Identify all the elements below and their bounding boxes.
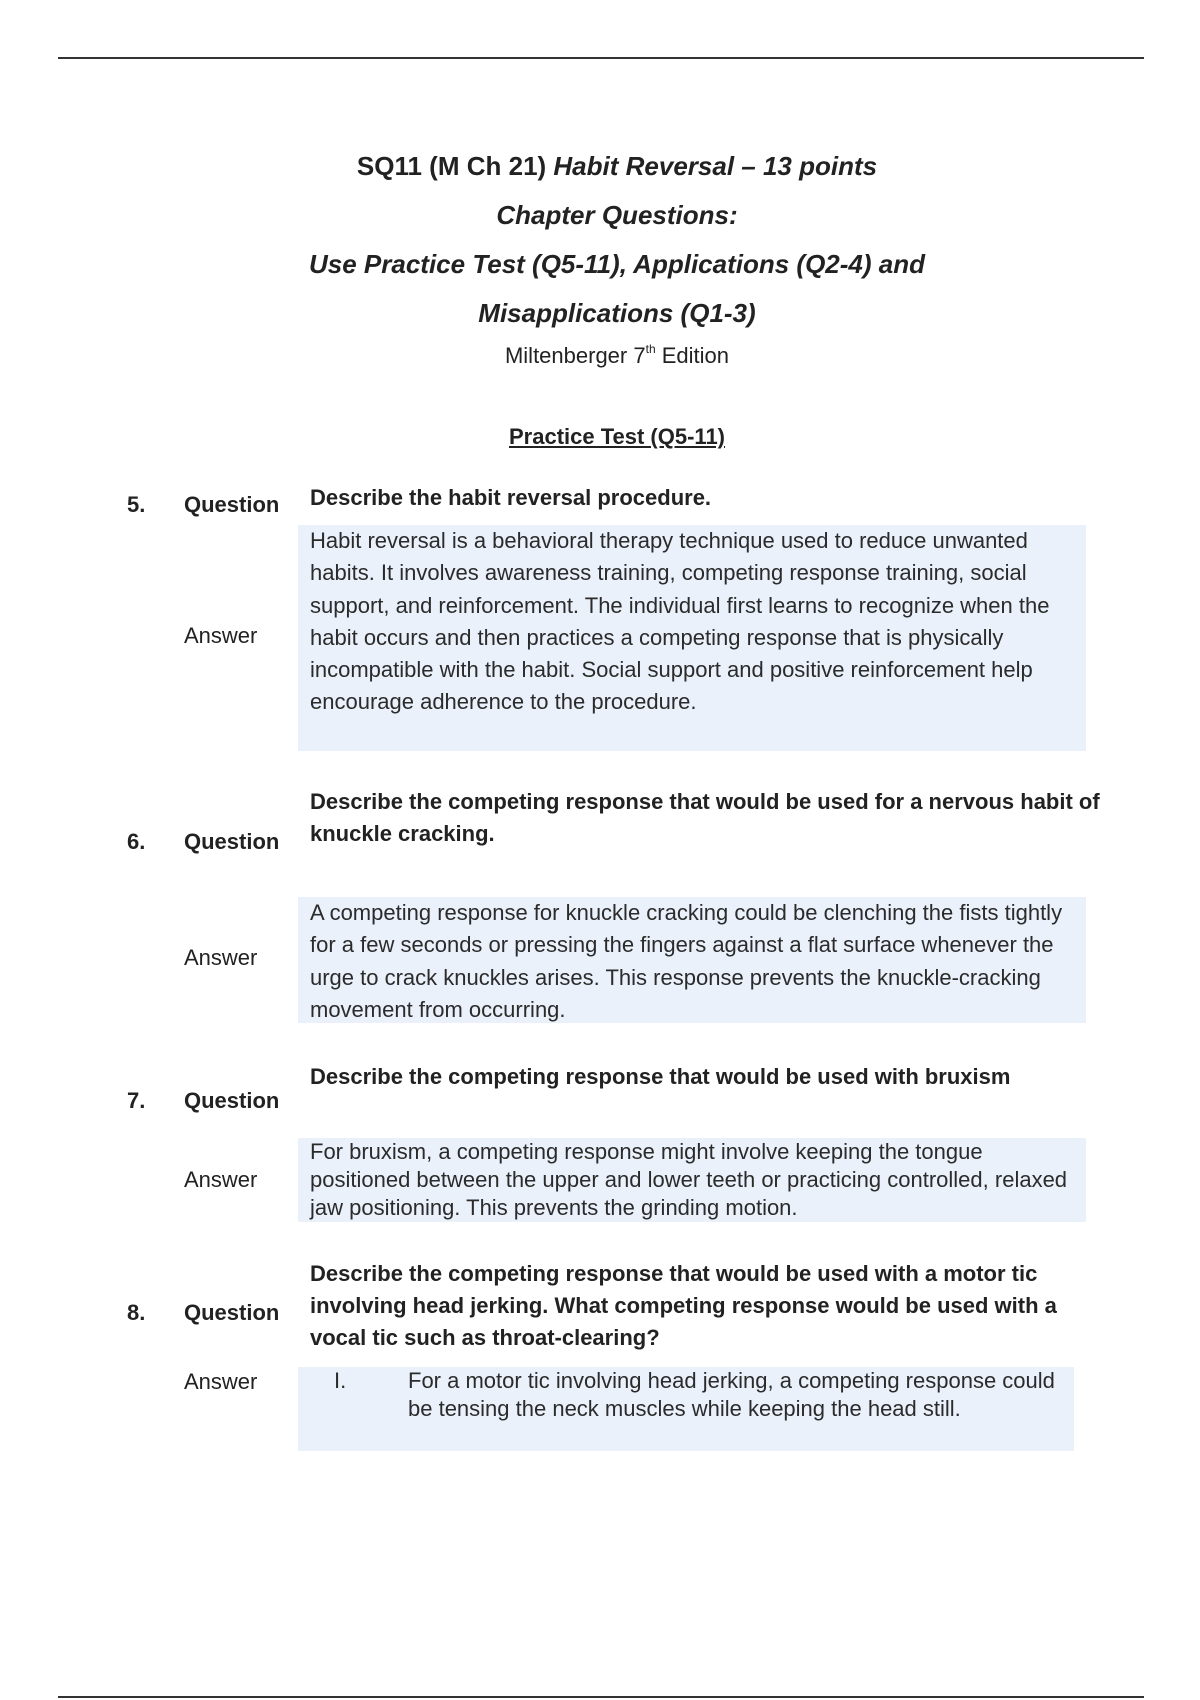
list-marker: I.: [334, 1368, 347, 1393]
section-heading: Practice Test (Q5-11): [508, 424, 726, 449]
subtitle-chapter-questions: Chapter Questions:: [496, 200, 738, 230]
question-text: Describe the habit reversal procedure.: [310, 485, 712, 510]
title-italic: Habit Reversal – 13 points: [553, 151, 878, 181]
question-label: Question: [184, 1088, 280, 1113]
answer-list-item: [298, 1367, 1074, 1423]
document-header: [0, 142, 1200, 374]
document-title: [0, 142, 1200, 191]
answer-label: Answer: [184, 945, 258, 970]
question-label: Question: [184, 1300, 280, 1325]
subtitle-instructions: Use Practice Test (Q5-11), Applications (Q2-4) and: [309, 249, 925, 279]
subtitle-misapplications: Misapplications (Q1-3): [478, 298, 756, 328]
bottom-rule: [58, 1696, 1144, 1698]
edition-line: Miltenberger 7th Edition: [504, 342, 730, 368]
title-plain: SQ11 (M Ch 21): [356, 151, 554, 181]
question-number: 6.: [127, 829, 146, 854]
question-number: 7.: [127, 1088, 146, 1113]
list-item-text: For a motor tic involving head jerking, a competing response could be tensing the neck muscles while keeping the head still.: [408, 1368, 1055, 1421]
question-text: Describe the competing response that would be used with a motor tic involving head jerking. What competing response would be used with a vocal tic such as throat-clearing?: [310, 1261, 1057, 1350]
answer-box: A competing response for knuckle cracking could be clenching the fists tightly for a few seconds or pressing the fingers against a flat surface whenever the urge to crack knuckles arises. This response prevents the knuckle-cracking movement from occurring.: [298, 897, 1086, 1023]
question-label: Question: [184, 492, 280, 517]
top-rule: [58, 57, 1144, 59]
question-number: 5.: [127, 492, 146, 517]
answer-label: Answer: [184, 1369, 258, 1394]
question-label: Question: [184, 829, 280, 854]
answer-label: Answer: [184, 1167, 258, 1192]
question-number: 8.: [127, 1300, 146, 1325]
question-text: Describe the competing response that would be used for a nervous habit of knuckle cracking.: [310, 789, 1100, 846]
question-text: Describe the competing response that would be used with bruxism: [310, 1064, 1011, 1089]
answer-label: Answer: [184, 623, 258, 648]
answer-box: For bruxism, a competing response might involve keeping the tongue positioned between the upper and lower teeth or practicing controlled, relaxed jaw positioning. This prevents the grinding motion.: [298, 1138, 1086, 1222]
answer-box: Habit reversal is a behavioral therapy technique used to reduce unwanted habits. It involves awareness training, competing response training, social support, and reinforcement. The individual first learns to recognize when the habit occurs and then practices a competing response that is physically incompatible with the habit. Social support and positive reinforcement help encourage adherence to the procedure.: [298, 525, 1086, 751]
answer-box: [298, 1367, 1074, 1451]
